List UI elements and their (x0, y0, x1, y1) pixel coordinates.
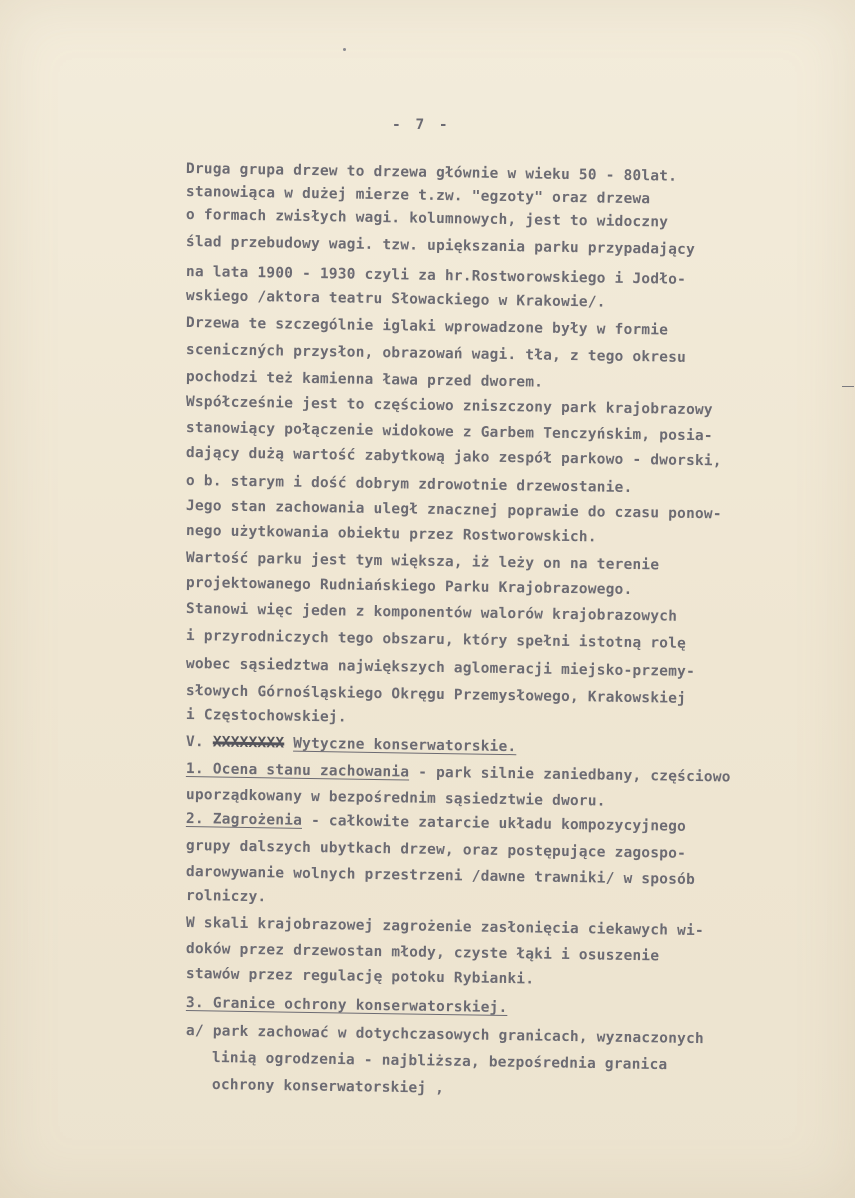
text-line: Wartość parku jest tym większa, iż leży on na terenie (185, 550, 660, 574)
list-item-3: 3. Granice ochrony konserwatorskiej. (185, 995, 508, 1017)
text-line: W skali krajobrazowej zagrożenie zasłonięcia ciekawych wi- (185, 915, 704, 940)
text-line: stanowiący połączenie widokowe z Garbem Tenczyńskim, posia- (185, 420, 713, 445)
section-number: V. (185, 734, 204, 751)
text-line: rolniczy. (185, 888, 267, 906)
item-text: - park silnie zaniedbany, częściowo (409, 764, 731, 786)
margin-mark (842, 386, 854, 387)
text-line: ochrony konserwatorskiej , (211, 1077, 445, 1097)
item-label: 2. Zagrożenia (185, 811, 303, 829)
text-line: doków przez drzewostan młody, czyste łąki i osuszenie (185, 941, 660, 965)
text-line: a/ park zachować w dotychczasowych granicach, wyznaczonych (185, 1023, 704, 1048)
text-line: uporządkowany w bezpośrednim sąsiedztwie dworu. (185, 787, 606, 810)
text-line: stanowiąca w dużej mierze t.zw. "egzoty" oraz drzewa (185, 184, 651, 208)
text-line: ślad przebudowy wagi. tzw. upiększania parku przypadający (185, 234, 696, 258)
text-line: dający dużą wartość zabytkową jako zespół parkowo - dworski, (185, 445, 722, 470)
struck-word: XXXXXXXX (212, 734, 285, 752)
text-line: i przyrodniczych tego obszaru, który spełni istotną rolę (185, 628, 687, 652)
text-line: wobec sąsiedztwa największych aglomeracji miejsko-przemy- (185, 656, 696, 680)
text-line: Współcześnie jest to częściowo zniszczony park krajobrazowy (185, 394, 713, 419)
text-line: wskiego /aktora teatru Słowackiego w Krakowie/. (185, 288, 606, 311)
page-number: - 7 - (392, 117, 451, 133)
text-line: nego użytkowania obiektu przez Rostworowskich. (185, 523, 597, 546)
text-line: słowych Górnośląskiego Okręgu Przemysłowego, Krakowskiej (185, 683, 687, 707)
text-line: o formach zwisłych wagi. kolumnowych, jest to widoczny (185, 207, 669, 231)
text-line: sceniczných przysłon, obrazowań wagi. tła, z tego okresu (185, 342, 687, 366)
text-line: Jego stan zachowania uległ znacznej poprawie do czasu ponow- (185, 498, 722, 523)
text-line: stawów przez regulację potoku Rybianki. (185, 966, 535, 988)
item-label: 1. Ocena stanu zachowania (185, 761, 410, 781)
text-line: Stanowi więc jeden z komponentów walorów krajobrazowych (185, 601, 678, 625)
text-line: darowywanie wolnych przestrzeni /dawne trawniki/ w sposób (185, 864, 696, 888)
text-line: grupy dalszych ubytkach drzew, oraz postępujące zagospo- (185, 838, 687, 862)
text-line: Drzewa te szczególnie iglaki wprowadzone były w formie (185, 315, 669, 339)
text-line: projektowanego Rudniańskiego Parku Krajobrazowego. (185, 575, 633, 599)
text-line: i Częstochowskiej. (185, 707, 347, 726)
list-item-2 (186, 810, 686, 836)
list-item-1 (186, 760, 731, 787)
text-line: pochodzi też kamienna ława przed dworem. (185, 369, 544, 391)
section-title: Wytyczne konserwatorskie. (293, 735, 517, 756)
paper-speck (343, 48, 346, 51)
item-text: - całkowite zatarcie układu kompozycyjnego (301, 812, 687, 835)
text-line: Druga grupa drzew to drzewa głównie w wieku 50 - 80lat. (185, 161, 678, 185)
text-line: linią ogrodzenia - najbliższa, bezpośrednia granica (211, 1050, 668, 1074)
text-line: na lata 1900 - 1930 czyli za hr.Rostworowskiego i Jodło- (185, 264, 687, 288)
section-heading (186, 733, 517, 756)
text-line: o b. starym i dość dobrym zdrowotnie drzewostanie. (185, 473, 633, 497)
